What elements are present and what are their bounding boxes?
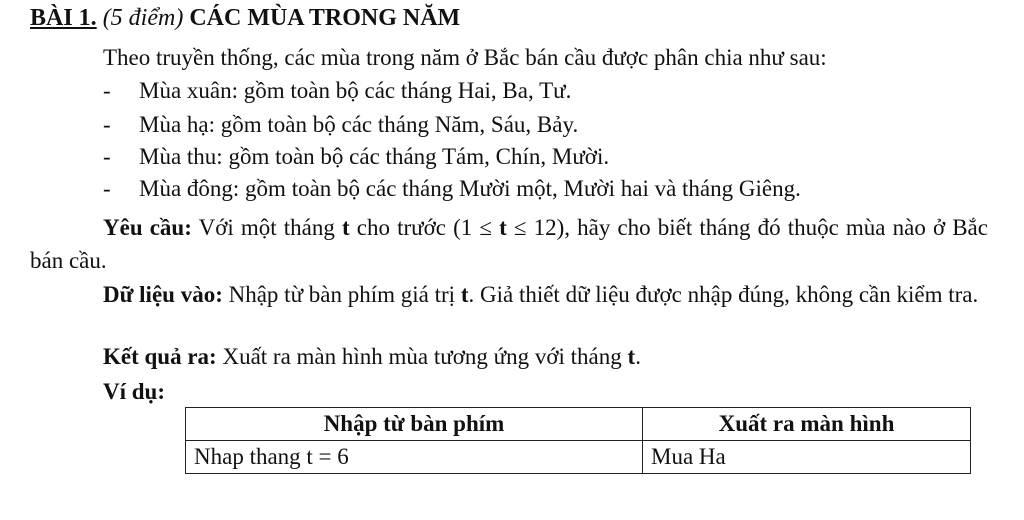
table-header-output: Xuất ra màn hình [643, 408, 971, 441]
input-paragraph [30, 278, 988, 311]
bullet-dash: - [103, 176, 111, 201]
input-label: Dữ liệu vào: [103, 282, 223, 307]
variable-t: t [499, 215, 507, 240]
requirement-paragraph [30, 211, 988, 277]
requirement-text-1: Với một tháng [191, 215, 342, 240]
input-text-1: Nhập từ bàn phím giá trị [222, 282, 461, 307]
output-label: Kết quả ra: [103, 344, 217, 369]
season-item-spring [103, 77, 571, 105]
example-label: Ví dụ: [103, 379, 165, 404]
exercise-title [30, 4, 460, 32]
requirement-text-2: cho trước (1 ≤ [349, 215, 500, 240]
requirement-label: Yêu cầu: [103, 215, 192, 240]
table-cell-output: Mua Ha [643, 441, 971, 474]
season-item-winter [103, 175, 801, 203]
season-text: Mùa xuân: gồm toàn bộ các tháng Hai, Ba, Tư. [139, 78, 572, 103]
exercise-points: (5 điểm) [102, 5, 184, 31]
output-text-2: . [635, 344, 641, 369]
bullet-dash: - [103, 144, 111, 169]
table-cell-input: Nhap thang t = 6 [186, 441, 643, 474]
output-paragraph [103, 343, 641, 371]
exercise-heading: CÁC MÙA TRONG NĂM [189, 5, 461, 31]
table-row [186, 441, 971, 474]
table-header-input: Nhập từ bàn phím [186, 408, 643, 441]
season-text: Mùa hạ: gồm toàn bộ các tháng Năm, Sáu, Bảy. [139, 112, 579, 137]
season-text: Mùa thu: gồm toàn bộ các tháng Tám, Chín, Mười. [139, 144, 610, 169]
variable-t: t [341, 215, 350, 240]
variable-t: t [627, 344, 636, 369]
bullet-dash: - [103, 112, 111, 137]
season-item-autumn [103, 143, 609, 171]
input-text-2: . Giả thiết dữ liệu được nhập đúng, không cần kiểm tra. [468, 282, 979, 307]
season-item-summer [103, 111, 578, 139]
intro-paragraph: Theo truyền thống, các mùa trong năm ở Bắc bán cầu được phân chia như sau: [103, 45, 827, 70]
exercise-number: BÀI 1. [30, 5, 97, 31]
table-header-row [186, 408, 971, 441]
season-text: Mùa đông: gồm toàn bộ các tháng Mười một, Mười hai và tháng Giêng. [139, 176, 801, 201]
variable-t: t [460, 282, 469, 307]
output-text-1: Xuất ra màn hình mùa tương ứng với tháng [216, 344, 628, 369]
requirement-text-3: ≤ 12), hãy cho biết tháng đó thuộc mùa nào ở Bắc bán cầu. [30, 215, 988, 273]
example-table [185, 407, 971, 474]
bullet-dash: - [103, 78, 111, 103]
